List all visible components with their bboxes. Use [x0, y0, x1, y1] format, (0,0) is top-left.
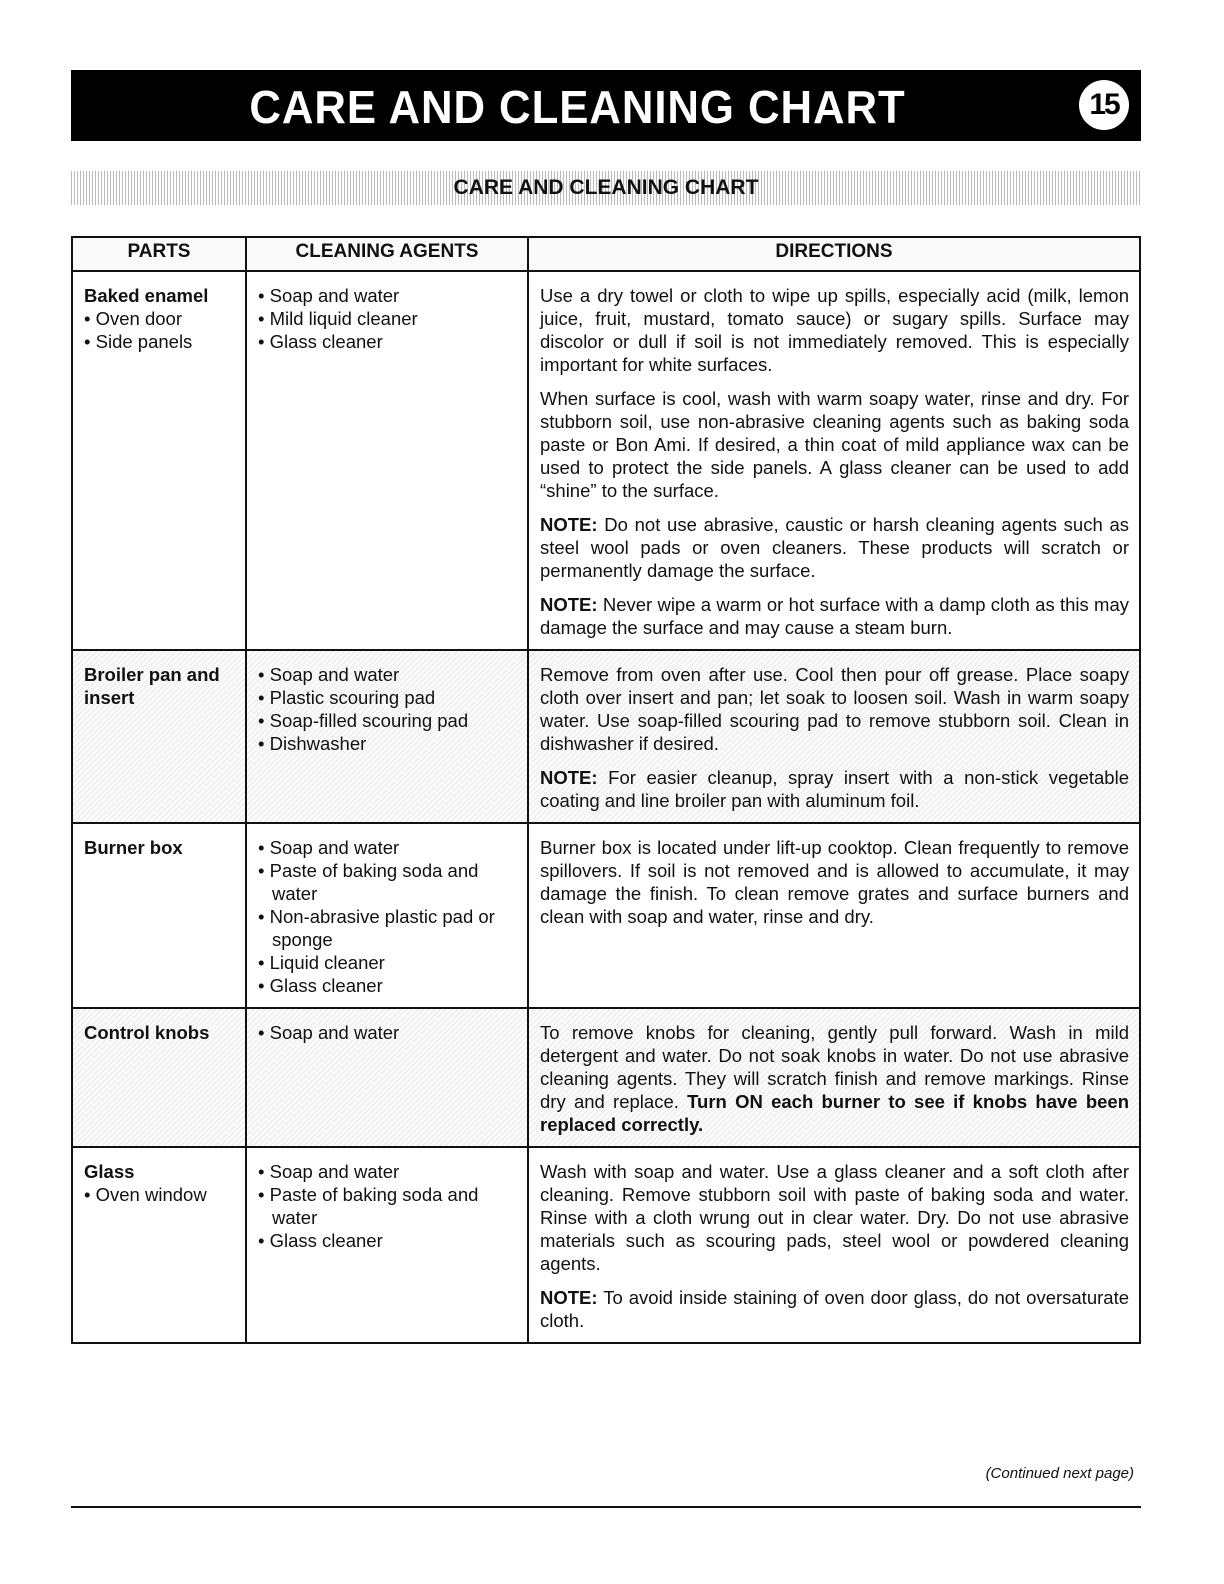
table-row: [72, 650, 1140, 823]
care-cleaning-table: [71, 236, 1141, 1344]
agents-cell: [246, 650, 528, 823]
direction-paragraph: [540, 1160, 1129, 1275]
agent-list: [258, 1160, 517, 1252]
direction-text: For easier cleanup, spray insert with a non-stick vegetable coating and line broiler pan with aluminum foil.: [540, 767, 1129, 811]
direction-text: To remove knobs for cleaning, gently pull forward. Wash in mild detergent and water. Do not soak knobs in water. Do not use abrasive cleaning agents. They will scratch finish and remove markings. Rinse dry and replace.: [540, 1022, 1129, 1112]
note-label: NOTE:: [540, 767, 598, 788]
directions-cell: [528, 1008, 1140, 1147]
direction-paragraph: [540, 766, 1129, 812]
part-name: Baked enamel: [84, 285, 209, 306]
parts-cell: [72, 1147, 246, 1343]
part-item: • Oven window: [84, 1183, 235, 1206]
direction-paragraph: [540, 1021, 1129, 1136]
direction-paragraph: [540, 1286, 1129, 1332]
agent-item: • Liquid cleaner: [258, 951, 517, 974]
part-items: [84, 307, 235, 353]
part-name: Control knobs: [84, 1022, 210, 1043]
agent-item: • Soap and water: [258, 836, 517, 859]
note-label: Turn ON each burner to see if knobs have been replaced correctly.: [540, 1091, 1129, 1135]
agent-item: • Dishwasher: [258, 732, 517, 755]
part-name: Broiler pan and insert: [84, 664, 220, 708]
continued-note: (Continued next page): [985, 1465, 1134, 1482]
part-name: Burner box: [84, 837, 183, 858]
agents-cell: [246, 271, 528, 650]
agent-item: • Soap and water: [258, 1021, 517, 1044]
direction-paragraph: [540, 836, 1129, 928]
agent-item: • Paste of baking soda and water: [258, 1183, 517, 1229]
agent-item: • Soap and water: [258, 1160, 517, 1183]
direction-text: Wash with soap and water. Use a glass cleaner and a soft cloth after cleaning. Remove stubborn soil with paste of baking soda and water. Rinse with a cloth wrung out in clear water. Dry. Do not use abrasive materials such as scouring pads, steel wool or powdered cleaning agents.: [540, 1161, 1129, 1274]
direction-text: Use a dry towel or cloth to wipe up spills, especially acid (milk, lemon juice, fruit, mustard, tomato sauce) or sugary spills. Surface may discolor or dull if soil is not immediately removed. This is especially important for white surfaces.: [540, 285, 1129, 375]
page-number-badge: 15: [1079, 80, 1129, 130]
directions-cell: [528, 271, 1140, 650]
direction-text: To avoid inside staining of oven door glass, do not oversaturate cloth.: [540, 1287, 1129, 1331]
parts-cell: [72, 271, 246, 650]
agent-item: • Soap-filled scouring pad: [258, 709, 517, 732]
direction-text: Remove from oven after use. Cool then pour off grease. Place soapy cloth over insert and pan; let soak to loosen soil. Wash in warm soapy water. Use soap-filled scouring pad to remove stubborn soil. Clean in dishwasher if desired.: [540, 664, 1129, 754]
agents-cell: [246, 823, 528, 1008]
agent-item: • Soap and water: [258, 663, 517, 686]
agent-item: • Paste of baking soda and water: [258, 859, 517, 905]
directions-cell: [528, 650, 1140, 823]
part-item: • Side panels: [84, 330, 235, 353]
direction-paragraph: [540, 284, 1129, 376]
page-title: CARE AND CLEANING CHART: [249, 81, 906, 133]
directions-cell: [528, 1147, 1140, 1343]
agents-cell: [246, 1008, 528, 1147]
column-header-parts: PARTS: [72, 237, 246, 271]
direction-paragraph: [540, 663, 1129, 755]
footer-rule: [71, 1506, 1141, 1508]
table-row: [72, 823, 1140, 1008]
note-label: NOTE:: [540, 1287, 598, 1308]
agent-item: • Mild liquid cleaner: [258, 307, 517, 330]
agent-item: • Plastic scouring pad: [258, 686, 517, 709]
direction-paragraph: [540, 513, 1129, 582]
part-item: • Oven door: [84, 307, 235, 330]
agents-cell: [246, 1147, 528, 1343]
parts-cell: [72, 1008, 246, 1147]
direction-text: Never wipe a warm or hot surface with a damp cloth as this may damage the surface and may cause a steam burn.: [540, 594, 1129, 638]
parts-cell: [72, 650, 246, 823]
agent-item: • Glass cleaner: [258, 974, 517, 997]
agent-list: [258, 836, 517, 997]
direction-text: Burner box is located under lift-up cooktop. Clean frequently to remove spillovers. If soil is not removed and is allowed to accumulate, it may damage the finish. To clean remove grates and surface burners and clean with soap and water, rinse and dry.: [540, 837, 1129, 927]
agent-item: • Glass cleaner: [258, 1229, 517, 1252]
table-row: [72, 1147, 1140, 1343]
parts-cell: [72, 823, 246, 1008]
direction-paragraph: [540, 387, 1129, 502]
table-row: [72, 1008, 1140, 1147]
section-title: CARE AND CLEANING CHART: [453, 176, 759, 199]
agent-list: [258, 1021, 517, 1044]
part-name: Glass: [84, 1161, 135, 1182]
note-label: NOTE:: [540, 514, 598, 535]
agent-item: • Non-abrasive plastic pad or sponge: [258, 905, 517, 951]
agent-item: • Glass cleaner: [258, 330, 517, 353]
note-label: NOTE:: [540, 594, 598, 615]
title-banner: [71, 70, 1141, 141]
column-header-cleaning-agents: CLEANING AGENTS: [246, 237, 528, 271]
direction-paragraph: [540, 593, 1129, 639]
direction-text: When surface is cool, wash with warm soapy water, rinse and dry. For stubborn soil, use non-abrasive cleaning agents such as baking soda paste or Bon Ami. If desired, a thin coat of mild appliance wax can be used to protect the side panels. A glass cleaner can be used to add “shine” to the surface.: [540, 388, 1129, 501]
section-header: [71, 171, 1141, 205]
agent-list: [258, 284, 517, 353]
agent-item: • Soap and water: [258, 284, 517, 307]
direction-text: Do not use abrasive, caustic or harsh cleaning agents such as steel wool pads or oven cleaners. These products will scratch or permanently damage the surface.: [540, 514, 1129, 581]
agent-list: [258, 663, 517, 755]
table-header-row: [72, 237, 1140, 271]
directions-cell: [528, 823, 1140, 1008]
column-header-directions: DIRECTIONS: [528, 237, 1140, 271]
part-items: [84, 1183, 235, 1206]
table-row: [72, 271, 1140, 650]
